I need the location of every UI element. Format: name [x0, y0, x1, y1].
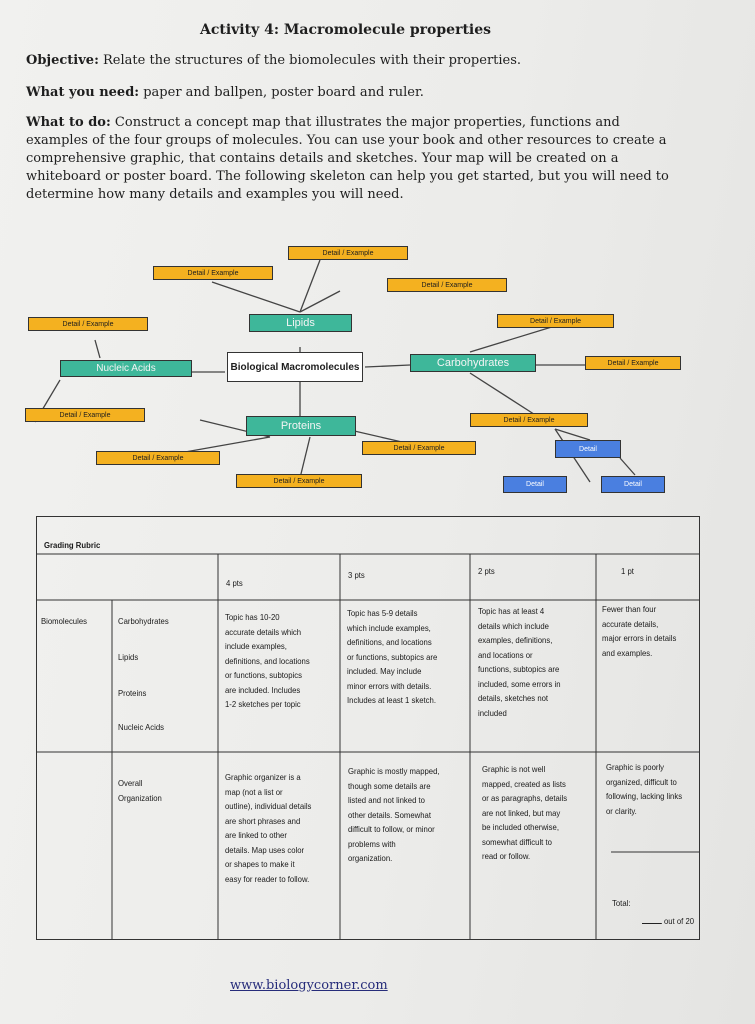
line: or functions, subtopics are	[347, 651, 438, 662]
line: problems with	[348, 838, 396, 849]
line: Graphic organizer is a	[225, 772, 301, 782]
nucleic-detail-2: Detail / Example	[25, 408, 145, 422]
line: definitions, and locations	[347, 637, 432, 647]
source-url[interactable]: www.biologycorner.com	[230, 978, 388, 993]
line: details, sketches not	[478, 693, 549, 703]
line: included, some errors in	[478, 678, 561, 689]
line: are linked to other	[225, 830, 287, 840]
line: which include examples,	[347, 622, 431, 633]
materials-text: paper and ballpen, poster board and ruler.	[143, 85, 424, 100]
organization-3pt-criteria	[348, 764, 440, 866]
line: details which include	[478, 620, 549, 631]
line: are included. Includes	[225, 684, 301, 695]
item-carbohydrates: Carbohydrates	[118, 616, 169, 626]
biomolecules-3pt-criteria	[347, 606, 437, 708]
line: 1-2 sketches per topic	[225, 699, 301, 709]
line: Graphic is not well	[482, 764, 546, 774]
carbs-subdetail-1: Detail	[555, 440, 621, 458]
line: and locations or	[478, 649, 533, 660]
line: are not linked, but may	[482, 807, 561, 818]
line: functions, subtopics are	[478, 664, 560, 674]
item-nucleic-acids: Nucleic Acids	[118, 722, 164, 732]
objective-text: Relate the structures of the biomolecules with their properties.	[103, 53, 522, 68]
instructions-label: What to do:	[26, 115, 111, 130]
line: major errors in details	[602, 633, 677, 643]
topic-nucleic-acids: Nucleic Acids	[60, 360, 192, 377]
line: following, lacking links	[606, 791, 683, 801]
line: difficult to follow, or minor	[348, 824, 435, 834]
line: organization.	[348, 853, 393, 863]
proteins-detail-2: Detail / Example	[96, 451, 220, 465]
materials	[26, 84, 676, 102]
grading-rubric	[36, 516, 700, 940]
line: Topic has at least 4	[478, 606, 545, 616]
line: read or follow.	[482, 851, 531, 861]
line: Graphic is mostly mapped,	[348, 766, 440, 776]
row-biomolecules-label: Biomolecules	[41, 616, 87, 626]
center-biological-macromolecules: Biological Macromolecules	[227, 352, 363, 382]
line: Topic has 5-9 details	[347, 608, 418, 618]
biomolecules-2pt-criteria	[478, 604, 561, 720]
line: definitions, and locations	[225, 655, 310, 666]
biomolecules-4pt-criteria	[225, 610, 310, 712]
instructions	[26, 114, 676, 204]
total-out-of: out of 20	[663, 916, 695, 926]
lipids-detail-3: Detail / Example	[387, 278, 507, 292]
proteins-detail-1: Detail / Example	[362, 441, 476, 455]
line: mapped, created as lists	[482, 778, 566, 789]
organization-4pt-criteria	[225, 770, 311, 886]
line: listed and not linked to	[348, 795, 425, 805]
line: and examples.	[602, 647, 653, 658]
rubric-header-1pt: 1 pt	[621, 566, 634, 576]
line: include examples,	[225, 641, 287, 651]
line: map (not a list or	[225, 786, 283, 797]
line: or clarity.	[606, 805, 637, 816]
row-organization-label	[118, 776, 162, 805]
total-label: Total:	[612, 898, 631, 908]
line: somewhat difficult to	[482, 836, 552, 847]
rubric-header-3pts: 3 pts	[348, 570, 365, 580]
objective-label: Objective:	[26, 53, 99, 68]
line: examples, definitions,	[478, 635, 553, 645]
lipids-detail-1: Detail / Example	[288, 246, 408, 260]
line: accurate details which	[225, 626, 302, 637]
line: other details. Somewhat	[348, 809, 431, 820]
carbs-subdetail-2: Detail	[503, 476, 567, 493]
rubric-header-4pts: 4 pts	[226, 578, 243, 588]
line: Fewer than four	[602, 604, 657, 614]
concept-map	[0, 240, 755, 500]
line: easy for reader to follow.	[225, 873, 310, 884]
line: included	[478, 707, 507, 718]
line: though some details are	[348, 780, 431, 791]
activity-title: Activity 4: Macromolecule properties	[200, 22, 492, 38]
line: outline), individual details	[225, 801, 312, 811]
proteins-detail-3: Detail / Example	[236, 474, 362, 488]
topic-lipids: Lipids	[249, 314, 352, 332]
line: or functions, subtopics	[225, 670, 302, 680]
line: organized, difficult to	[606, 776, 677, 787]
line: Includes at least 1 sketch.	[347, 695, 437, 705]
line: are short phrases and	[225, 815, 301, 826]
instructions-text: Construct a concept map that illustrates the major properties, functions and examples of the four groups of molecules. You can use your book and other resources to create a comprehensive graphic, that contains details and sketches. Your map will be created on a whiteboard or poster board. The following skeleton can help you get started, but you will need to determine how many details and examples you will need.	[26, 115, 669, 202]
line: details. Map uses color	[225, 844, 305, 855]
rubric-header-2pts: 2 pts	[478, 566, 495, 576]
carbs-detail-2: Detail / Example	[585, 356, 681, 370]
line: or shapes to make it	[225, 859, 295, 869]
line: or as paragraphs, details	[482, 793, 568, 803]
line: included. May include	[347, 666, 422, 676]
biomolecules-1pt-criteria	[602, 602, 676, 660]
carbs-detail-3: Detail / Example	[470, 413, 588, 427]
total-score	[642, 914, 694, 929]
line: be included otherwise,	[482, 822, 559, 832]
organization-2pt-criteria	[482, 762, 567, 864]
objective	[26, 52, 676, 70]
rubric-heading: Grading Rubric	[44, 540, 101, 550]
topic-carbohydrates: Carbohydrates	[410, 354, 536, 372]
materials-label: What you need:	[26, 85, 140, 100]
organization-1pt-criteria	[606, 760, 682, 818]
lipids-detail-2: Detail / Example	[153, 266, 273, 280]
line: Topic has 10-20	[225, 612, 280, 622]
topic-proteins: Proteins	[246, 416, 356, 436]
carbs-subdetail-3: Detail	[601, 476, 665, 493]
line: Overall	[118, 778, 143, 788]
item-lipids: Lipids	[118, 652, 139, 662]
line: Graphic is poorly	[606, 762, 665, 772]
total-score-blank	[642, 923, 662, 924]
carbs-detail-1: Detail / Example	[497, 314, 614, 328]
line: Organization	[118, 792, 162, 803]
line: minor errors with details.	[347, 680, 432, 691]
nucleic-detail-1: Detail / Example	[28, 317, 148, 331]
line: accurate details,	[602, 618, 659, 629]
item-proteins: Proteins	[118, 688, 147, 698]
